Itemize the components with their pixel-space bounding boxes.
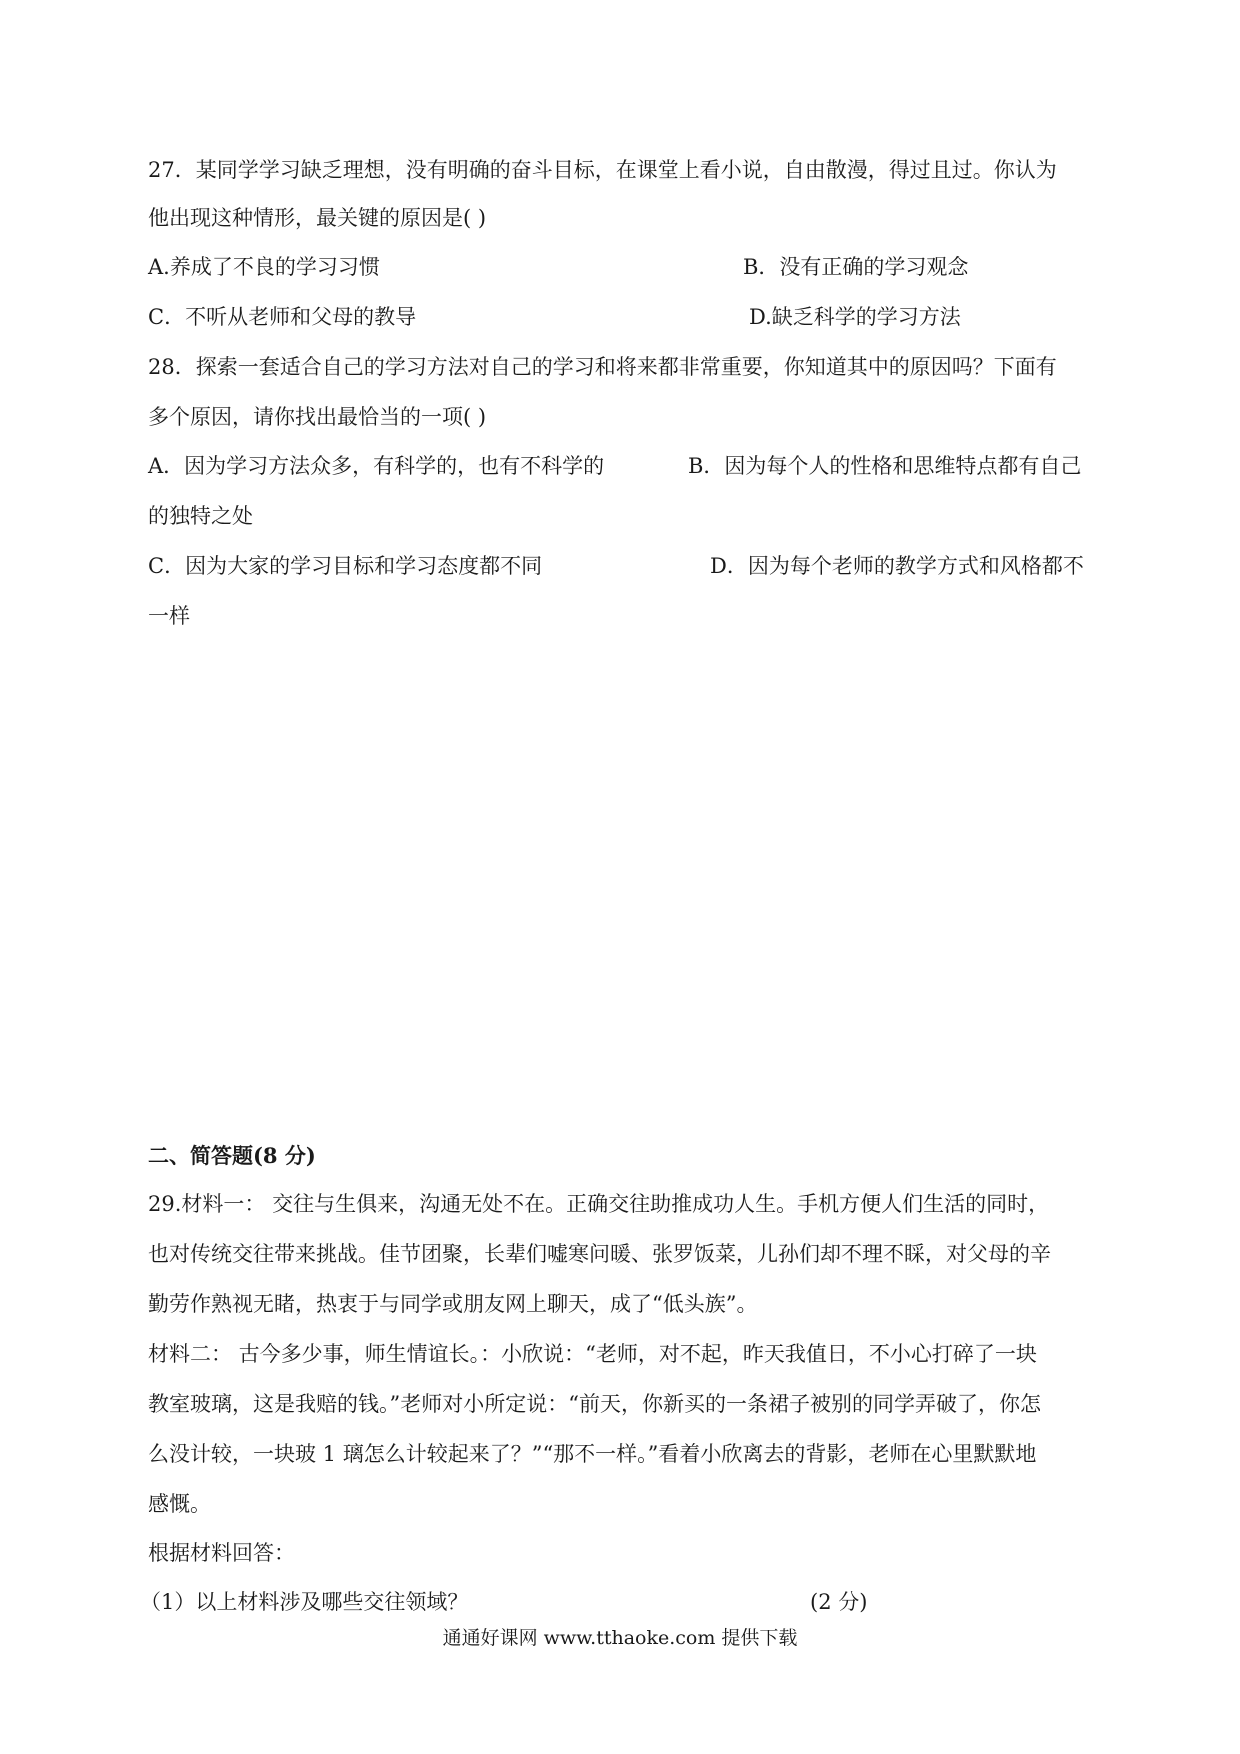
q29-material1-line1: 29.材料一： 交往与生俱来，沟通无处不在。正确交往助推成功人生。手机方便人们生活的同时， — [148, 1192, 1050, 1216]
q28-stem-line2: 多个原因，请你找出最恰当的一项( ) — [148, 405, 487, 429]
q27-option-c: C．不听从老师和父母的教导 — [148, 305, 417, 329]
q29-material2-line1: 材料二： 古今多少事，师生情谊长。：小欣说：“老师，对不起，昨天我值日，不小心打碎了一块 — [148, 1342, 1037, 1366]
q27-option-a: A.养成了不良的学习习惯 — [148, 255, 380, 279]
q29-material1-line2: 也对传统交往带来挑战。佳节团聚，长辈们嘘寒问暖、张罗饭菜，儿孙们却不理不睬，对父母的辛 — [148, 1242, 1051, 1266]
q27-option-d: D.缺乏科学的学习方法 — [749, 305, 961, 329]
q28-stem-line1: 28．探索一套适合自己的学习方法对自己的学习和将来都非常重要，你知道其中的原因吗？下面有 — [148, 355, 1057, 379]
q27-stem-line1: 27．某同学学习缺乏理想，没有明确的奋斗目标，在课堂上看小说，自由散漫，得过且过。你认为 — [148, 158, 1057, 182]
q28-option-c: C．因为大家的学习目标和学习态度都不同 — [148, 554, 543, 578]
q28-option-b: B．因为每个人的性格和思维特点都有自己 — [688, 454, 1082, 478]
section-heading: 二、简答题(8 分) — [148, 1143, 316, 1168]
q28-option-a: A．因为学习方法众多，有科学的，也有不科学的 — [148, 454, 605, 478]
q29-material2-line2: 教室玻璃，这是我赔的钱。”老师对小所定说：“前天，你新买的一条裙子被别的同学弄破了，你怎 — [148, 1392, 1041, 1416]
q27-option-b: B．没有正确的学习观念 — [743, 255, 969, 279]
q27-stem-line2: 他出现这种情形，最关键的原因是( ) — [148, 206, 487, 230]
q29-material1-line3: 勤劳作熟视无睹，热衷于与同学或朋友网上聊天，成了“低头族”。 — [148, 1292, 758, 1316]
q28-option-d-continued: 一样 — [148, 604, 190, 628]
q29-subquestion-1: （1）以上材料涉及哪些交往领域？ — [140, 1590, 469, 1614]
q29-material2-line4: 感慨。 — [148, 1492, 211, 1516]
q29-subquestion-1-score: (2 分) — [810, 1590, 868, 1614]
page-footer: 通通好课网 www.tthaoke.com 提供下载 — [442, 1627, 798, 1649]
q29-prompt: 根据材料回答： — [148, 1541, 295, 1565]
q28-option-b-continued: 的独特之处 — [148, 504, 253, 528]
q29-material2-line3: 么没计较，一块玻 1 璃怎么计较起来了？”“那不一样。”看着小欣离去的背影，老师在心里默默地 — [148, 1442, 1037, 1466]
q28-option-d: D．因为每个老师的教学方式和风格都不 — [710, 554, 1084, 578]
